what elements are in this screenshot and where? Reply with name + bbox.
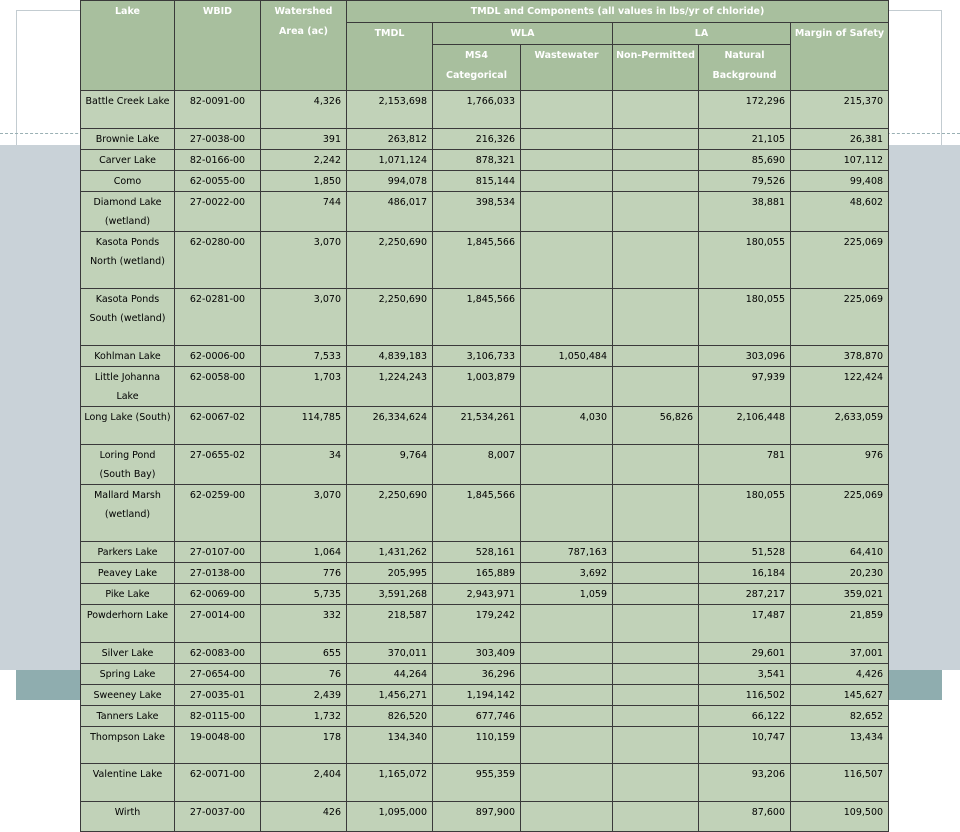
- cell-wastewater: [521, 171, 613, 192]
- cell-watershed-area: 2,404: [261, 764, 347, 802]
- cell-non-permitted: [613, 605, 699, 643]
- cell-margin-of-safety: 26,381: [791, 129, 889, 150]
- cell-margin-of-safety: 13,434: [791, 727, 889, 764]
- cell-lake: Valentine Lake: [81, 764, 175, 802]
- cell-margin-of-safety: 109,500: [791, 802, 889, 832]
- cell-margin-of-safety: 21,859: [791, 605, 889, 643]
- cell-margin-of-safety: 48,602: [791, 192, 889, 232]
- cell-tmdl: 826,520: [347, 706, 433, 727]
- cell-non-permitted: [613, 445, 699, 485]
- header-wla: WLA: [433, 23, 613, 45]
- cell-ms4: 398,534: [433, 192, 521, 232]
- cell-margin-of-safety: 359,021: [791, 584, 889, 605]
- cell-wastewater: [521, 367, 613, 407]
- cell-watershed-area: 776: [261, 563, 347, 584]
- cell-non-permitted: [613, 346, 699, 367]
- table-row: [81, 706, 889, 727]
- cell-watershed-area: 2,242: [261, 150, 347, 171]
- cell-natural-background: 3,541: [699, 664, 791, 685]
- cell-lake: Kasota Ponds North (wetland): [81, 232, 175, 289]
- tmdl-table: [80, 0, 889, 832]
- header-natural-background: Natural Background: [699, 45, 791, 91]
- cell-ms4: 1,003,879: [433, 367, 521, 407]
- cell-tmdl: 218,587: [347, 605, 433, 643]
- table-row: [81, 91, 889, 129]
- cell-natural-background: 180,055: [699, 485, 791, 542]
- cell-tmdl: 2,250,690: [347, 232, 433, 289]
- cell-wbid: 62-0259-00: [175, 485, 261, 542]
- cell-tmdl: 1,224,243: [347, 367, 433, 407]
- cell-tmdl: 4,839,183: [347, 346, 433, 367]
- cell-natural-background: 10,747: [699, 727, 791, 764]
- cell-ms4: 1,845,566: [433, 289, 521, 346]
- cell-tmdl: 2,250,690: [347, 289, 433, 346]
- cell-lake: Como: [81, 171, 175, 192]
- cell-tmdl: 2,153,698: [347, 91, 433, 129]
- cell-wastewater: 787,163: [521, 542, 613, 563]
- cell-lake: Spring Lake: [81, 664, 175, 685]
- cell-ms4: 897,900: [433, 802, 521, 832]
- cell-margin-of-safety: 225,069: [791, 232, 889, 289]
- cell-wastewater: [521, 485, 613, 542]
- header-tmdl: TMDL: [347, 23, 433, 91]
- cell-non-permitted: [613, 685, 699, 706]
- cell-wbid: 27-0107-00: [175, 542, 261, 563]
- cell-ms4: 303,409: [433, 643, 521, 664]
- cell-non-permitted: [613, 129, 699, 150]
- cell-natural-background: 93,206: [699, 764, 791, 802]
- cell-watershed-area: 1,064: [261, 542, 347, 563]
- table-row: [81, 129, 889, 150]
- cell-wastewater: [521, 289, 613, 346]
- cell-margin-of-safety: 225,069: [791, 485, 889, 542]
- table-row: [81, 664, 889, 685]
- cell-lake: Long Lake (South): [81, 407, 175, 445]
- table-body: [81, 91, 889, 832]
- table-row: [81, 605, 889, 643]
- header-watershed-area: Watershed Area (ac): [261, 1, 347, 91]
- cell-non-permitted: [613, 171, 699, 192]
- cell-non-permitted: [613, 802, 699, 832]
- cell-watershed-area: 391: [261, 129, 347, 150]
- cell-natural-background: 781: [699, 445, 791, 485]
- cell-ms4: 528,161: [433, 542, 521, 563]
- cell-watershed-area: 655: [261, 643, 347, 664]
- cell-ms4: 36,296: [433, 664, 521, 685]
- cell-margin-of-safety: 82,652: [791, 706, 889, 727]
- table-row: [81, 192, 889, 232]
- cell-natural-background: 172,296: [699, 91, 791, 129]
- cell-wbid: 27-0035-01: [175, 685, 261, 706]
- cell-watershed-area: 178: [261, 727, 347, 764]
- cell-natural-background: 79,526: [699, 171, 791, 192]
- cell-wastewater: 4,030: [521, 407, 613, 445]
- table-row: [81, 685, 889, 706]
- cell-wbid: 62-0281-00: [175, 289, 261, 346]
- table-row: [81, 727, 889, 764]
- cell-lake: Brownie Lake: [81, 129, 175, 150]
- cell-margin-of-safety: 116,507: [791, 764, 889, 802]
- table-row: [81, 445, 889, 485]
- cell-wastewater: [521, 605, 613, 643]
- cell-tmdl: 370,011: [347, 643, 433, 664]
- cell-wbid: 62-0058-00: [175, 367, 261, 407]
- cell-wbid: 82-0091-00: [175, 91, 261, 129]
- cell-margin-of-safety: 976: [791, 445, 889, 485]
- cell-lake: Battle Creek Lake: [81, 91, 175, 129]
- cell-natural-background: 180,055: [699, 232, 791, 289]
- cell-ms4: 216,326: [433, 129, 521, 150]
- cell-ms4: 8,007: [433, 445, 521, 485]
- cell-tmdl: 1,165,072: [347, 764, 433, 802]
- cell-natural-background: 16,184: [699, 563, 791, 584]
- table-row: [81, 367, 889, 407]
- cell-watershed-area: 1,732: [261, 706, 347, 727]
- cell-natural-background: 51,528: [699, 542, 791, 563]
- cell-tmdl: 9,764: [347, 445, 433, 485]
- cell-wastewater: [521, 150, 613, 171]
- cell-wastewater: [521, 727, 613, 764]
- cell-natural-background: 21,105: [699, 129, 791, 150]
- cell-ms4: 1,766,033: [433, 91, 521, 129]
- cell-ms4: 21,534,261: [433, 407, 521, 445]
- cell-natural-background: 66,122: [699, 706, 791, 727]
- cell-watershed-area: 1,703: [261, 367, 347, 407]
- cell-watershed-area: 114,785: [261, 407, 347, 445]
- cell-tmdl: 1,095,000: [347, 802, 433, 832]
- cell-watershed-area: 7,533: [261, 346, 347, 367]
- cell-tmdl: 3,591,268: [347, 584, 433, 605]
- cell-wbid: 27-0022-00: [175, 192, 261, 232]
- table-row: [81, 407, 889, 445]
- cell-natural-background: 17,487: [699, 605, 791, 643]
- cell-non-permitted: [613, 192, 699, 232]
- cell-wbid: 62-0067-02: [175, 407, 261, 445]
- cell-tmdl: 994,078: [347, 171, 433, 192]
- cell-wbid: 19-0048-00: [175, 727, 261, 764]
- cell-wastewater: [521, 445, 613, 485]
- cell-wbid: 62-0280-00: [175, 232, 261, 289]
- cell-tmdl: 1,431,262: [347, 542, 433, 563]
- cell-natural-background: 116,502: [699, 685, 791, 706]
- cell-ms4: 165,889: [433, 563, 521, 584]
- table-row: [81, 485, 889, 542]
- cell-non-permitted: [613, 91, 699, 129]
- cell-wbid: 62-0083-00: [175, 643, 261, 664]
- cell-lake: Mallard Marsh (wetland): [81, 485, 175, 542]
- table-row: [81, 764, 889, 802]
- cell-non-permitted: [613, 563, 699, 584]
- cell-natural-background: 287,217: [699, 584, 791, 605]
- cell-lake: Tanners Lake: [81, 706, 175, 727]
- cell-wbid: 82-0115-00: [175, 706, 261, 727]
- cell-wastewater: 1,059: [521, 584, 613, 605]
- cell-lake: Kohlman Lake: [81, 346, 175, 367]
- cell-watershed-area: 2,439: [261, 685, 347, 706]
- cell-non-permitted: [613, 542, 699, 563]
- cell-natural-background: 87,600: [699, 802, 791, 832]
- cell-ms4: 815,144: [433, 171, 521, 192]
- cell-natural-background: 2,106,448: [699, 407, 791, 445]
- table-row: [81, 563, 889, 584]
- cell-tmdl: 134,340: [347, 727, 433, 764]
- cell-lake: Sweeney Lake: [81, 685, 175, 706]
- table-row: [81, 643, 889, 664]
- header-ms4: MS4 Categorical: [433, 45, 521, 91]
- cell-wastewater: [521, 802, 613, 832]
- cell-margin-of-safety: 107,112: [791, 150, 889, 171]
- cell-lake: Thompson Lake: [81, 727, 175, 764]
- table-header: [81, 1, 889, 91]
- cell-non-permitted: [613, 289, 699, 346]
- cell-lake: Diamond Lake (wetland): [81, 192, 175, 232]
- cell-natural-background: 38,881: [699, 192, 791, 232]
- cell-wbid: 62-0071-00: [175, 764, 261, 802]
- cell-lake: Powderhorn Lake: [81, 605, 175, 643]
- cell-margin-of-safety: 4,426: [791, 664, 889, 685]
- cell-lake: Loring Pond (South Bay): [81, 445, 175, 485]
- header-non-permitted: Non-Permitted: [613, 45, 699, 91]
- cell-ms4: 179,242: [433, 605, 521, 643]
- cell-wbid: 27-0037-00: [175, 802, 261, 832]
- cell-ms4: 2,943,971: [433, 584, 521, 605]
- cell-wbid: 27-0655-02: [175, 445, 261, 485]
- header-la: LA: [613, 23, 791, 45]
- cell-natural-background: 29,601: [699, 643, 791, 664]
- cell-ms4: 3,106,733: [433, 346, 521, 367]
- cell-wbid: 82-0166-00: [175, 150, 261, 171]
- cell-ms4: 955,359: [433, 764, 521, 802]
- cell-ms4: 878,321: [433, 150, 521, 171]
- cell-watershed-area: 4,326: [261, 91, 347, 129]
- cell-non-permitted: [613, 764, 699, 802]
- table-row: [81, 584, 889, 605]
- cell-non-permitted: [613, 727, 699, 764]
- table-row: [81, 289, 889, 346]
- cell-wastewater: [521, 91, 613, 129]
- table-row: [81, 346, 889, 367]
- cell-lake: Little Johanna Lake: [81, 367, 175, 407]
- cell-margin-of-safety: 37,001: [791, 643, 889, 664]
- cell-wastewater: [521, 129, 613, 150]
- cell-margin-of-safety: 20,230: [791, 563, 889, 584]
- cell-watershed-area: 3,070: [261, 485, 347, 542]
- cell-ms4: 1,845,566: [433, 485, 521, 542]
- cell-lake: Carver Lake: [81, 150, 175, 171]
- table-row: [81, 802, 889, 832]
- cell-wastewater: [521, 685, 613, 706]
- cell-wastewater: [521, 232, 613, 289]
- cell-watershed-area: 5,735: [261, 584, 347, 605]
- cell-tmdl: 26,334,624: [347, 407, 433, 445]
- table-row: [81, 232, 889, 289]
- cell-wbid: 27-0654-00: [175, 664, 261, 685]
- cell-lake: Kasota Ponds South (wetland): [81, 289, 175, 346]
- cell-margin-of-safety: 2,633,059: [791, 407, 889, 445]
- cell-lake: Wirth: [81, 802, 175, 832]
- cell-margin-of-safety: 99,408: [791, 171, 889, 192]
- cell-watershed-area: 332: [261, 605, 347, 643]
- cell-non-permitted: [613, 584, 699, 605]
- cell-non-permitted: [613, 150, 699, 171]
- cell-wbid: 27-0138-00: [175, 563, 261, 584]
- table-row: [81, 150, 889, 171]
- cell-ms4: 1,194,142: [433, 685, 521, 706]
- cell-non-permitted: [613, 706, 699, 727]
- cell-natural-background: 180,055: [699, 289, 791, 346]
- cell-watershed-area: 34: [261, 445, 347, 485]
- cell-non-permitted: [613, 232, 699, 289]
- cell-margin-of-safety: 122,424: [791, 367, 889, 407]
- cell-watershed-area: 426: [261, 802, 347, 832]
- cell-tmdl: 2,250,690: [347, 485, 433, 542]
- cell-margin-of-safety: 378,870: [791, 346, 889, 367]
- cell-wastewater: [521, 643, 613, 664]
- cell-non-permitted: [613, 643, 699, 664]
- cell-tmdl: 44,264: [347, 664, 433, 685]
- cell-wastewater: [521, 706, 613, 727]
- cell-lake: Silver Lake: [81, 643, 175, 664]
- cell-margin-of-safety: 225,069: [791, 289, 889, 346]
- cell-wastewater: [521, 192, 613, 232]
- cell-natural-background: 303,096: [699, 346, 791, 367]
- cell-wbid: 62-0069-00: [175, 584, 261, 605]
- cell-tmdl: 1,071,124: [347, 150, 433, 171]
- cell-wbid: 27-0038-00: [175, 129, 261, 150]
- cell-ms4: 1,845,566: [433, 232, 521, 289]
- cell-tmdl: 486,017: [347, 192, 433, 232]
- cell-lake: Peavey Lake: [81, 563, 175, 584]
- cell-non-permitted: [613, 485, 699, 542]
- cell-wbid: 62-0006-00: [175, 346, 261, 367]
- cell-wastewater: [521, 764, 613, 802]
- cell-wastewater: 3,692: [521, 563, 613, 584]
- cell-wastewater: [521, 664, 613, 685]
- table-row: [81, 171, 889, 192]
- cell-non-permitted: 56,826: [613, 407, 699, 445]
- header-wbid: WBID: [175, 1, 261, 91]
- header-lake: Lake: [81, 1, 175, 91]
- cell-lake: Pike Lake: [81, 584, 175, 605]
- cell-non-permitted: [613, 664, 699, 685]
- header-wastewater: Wastewater: [521, 45, 613, 91]
- cell-natural-background: 85,690: [699, 150, 791, 171]
- table-row: [81, 542, 889, 563]
- header-tmdl-components: TMDL and Components (all values in lbs/yr of chloride): [347, 1, 889, 23]
- cell-watershed-area: 1,850: [261, 171, 347, 192]
- cell-wbid: 62-0055-00: [175, 171, 261, 192]
- cell-ms4: 677,746: [433, 706, 521, 727]
- cell-margin-of-safety: 145,627: [791, 685, 889, 706]
- cell-tmdl: 1,456,271: [347, 685, 433, 706]
- cell-watershed-area: 76: [261, 664, 347, 685]
- cell-watershed-area: 3,070: [261, 289, 347, 346]
- cell-wbid: 27-0014-00: [175, 605, 261, 643]
- cell-ms4: 110,159: [433, 727, 521, 764]
- cell-margin-of-safety: 215,370: [791, 91, 889, 129]
- tmdl-table-container: [80, 0, 889, 832]
- cell-natural-background: 97,939: [699, 367, 791, 407]
- cell-lake: Parkers Lake: [81, 542, 175, 563]
- cell-tmdl: 263,812: [347, 129, 433, 150]
- header-margin-of-safety: Margin of Safety: [791, 23, 889, 91]
- cell-margin-of-safety: 64,410: [791, 542, 889, 563]
- cell-watershed-area: 3,070: [261, 232, 347, 289]
- cell-non-permitted: [613, 367, 699, 407]
- cell-watershed-area: 744: [261, 192, 347, 232]
- cell-wastewater: 1,050,484: [521, 346, 613, 367]
- cell-tmdl: 205,995: [347, 563, 433, 584]
